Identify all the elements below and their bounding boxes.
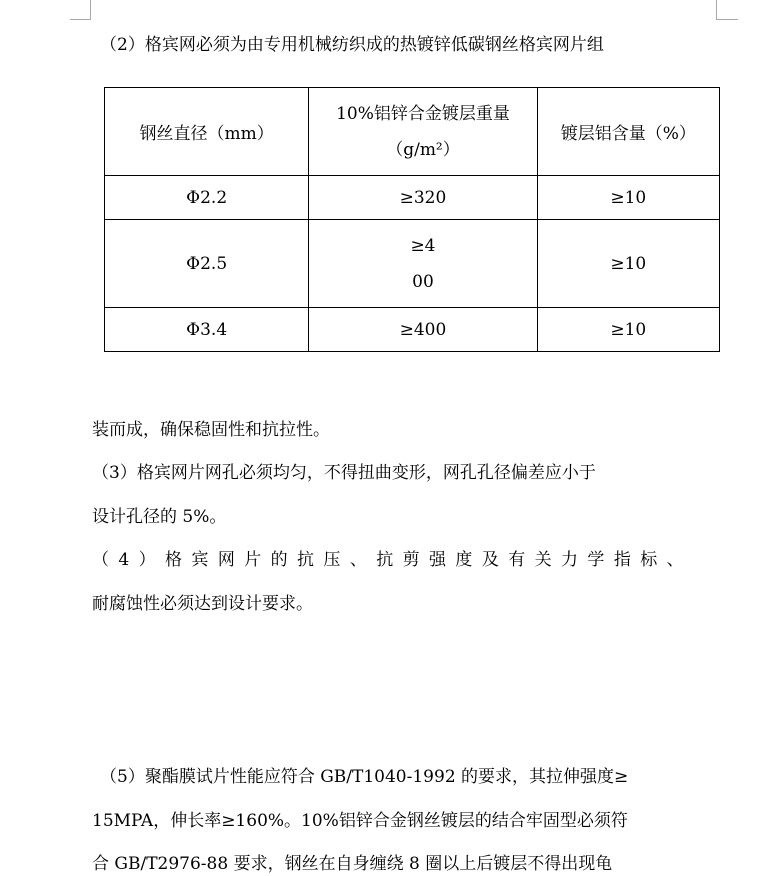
cell-aluminum: ≥10 [537,220,719,308]
cell-aluminum: ≥10 [537,176,719,220]
page-corner-mark-top-right-horizontal [716,19,738,20]
paragraph-4-line-1: （4）格宾网片的抗压、抗剪强度及有关力学指标、 [92,550,694,570]
cell-diameter: Φ3.4 [105,308,309,352]
header-coating-weight-line2: （g/m²） [386,139,460,160]
table-row [105,308,720,352]
wire-spec-table [104,87,720,352]
cell-diameter: Φ2.5 [105,220,309,308]
paragraph-5-line-2: 15MPA，伸长率≥160%。10%铝锌合金钢丝镀层的结合牢固型必须符 [92,811,628,831]
header-aluminum-content: 镀层铝含量（%） [537,88,719,176]
paragraph-3-line-2: 设计孔径的 5%。 [92,507,227,527]
cell-weight: ≥400 [309,308,537,352]
page-corner-mark-top-left [90,0,91,20]
paragraph-4-line-2: 耐腐蚀性必须达到设计要求。 [92,594,313,614]
header-coating-weight-line1: 10%铝锌合金镀层重量 [336,103,510,124]
page-corner-mark-top-left-horizontal [70,19,91,20]
page-corner-mark-top-right [716,0,717,20]
cell-weight: ≥320 [309,176,537,220]
paragraph-2-intro: （2）格宾网必须为由专用机械纺织成的热镀锌低碳钢丝格宾网片组 [100,35,604,55]
paragraph-5-line-3: 合 GB/T2976-88 要求，钢丝在自身缠绕 8 圈以上后镀层不得出现龟 [92,854,613,874]
cell-weight-line2: 00 [412,271,434,292]
header-wire-diameter: 钢丝直径（mm） [105,88,309,176]
cell-weight [309,220,537,308]
cell-diameter: Φ2.2 [105,176,309,220]
header-coating-weight [309,88,537,176]
table-row [105,176,720,220]
table-header-row [105,88,720,176]
cell-aluminum: ≥10 [537,308,719,352]
paragraph-3-line-1: （3）格宾网片网孔必须均匀，不得扭曲变形，网孔孔径偏差应小于 [92,463,596,483]
paragraph-5-line-1: （5）聚酯膜试片性能应符合 GB/T1040-1992 的要求，其拉伸强度≥ [100,767,629,787]
cell-weight-line1: ≥4 [410,235,436,256]
paragraph-2-continuation: 装而成，确保稳固性和抗拉性。 [92,420,330,440]
table-row [105,220,720,308]
